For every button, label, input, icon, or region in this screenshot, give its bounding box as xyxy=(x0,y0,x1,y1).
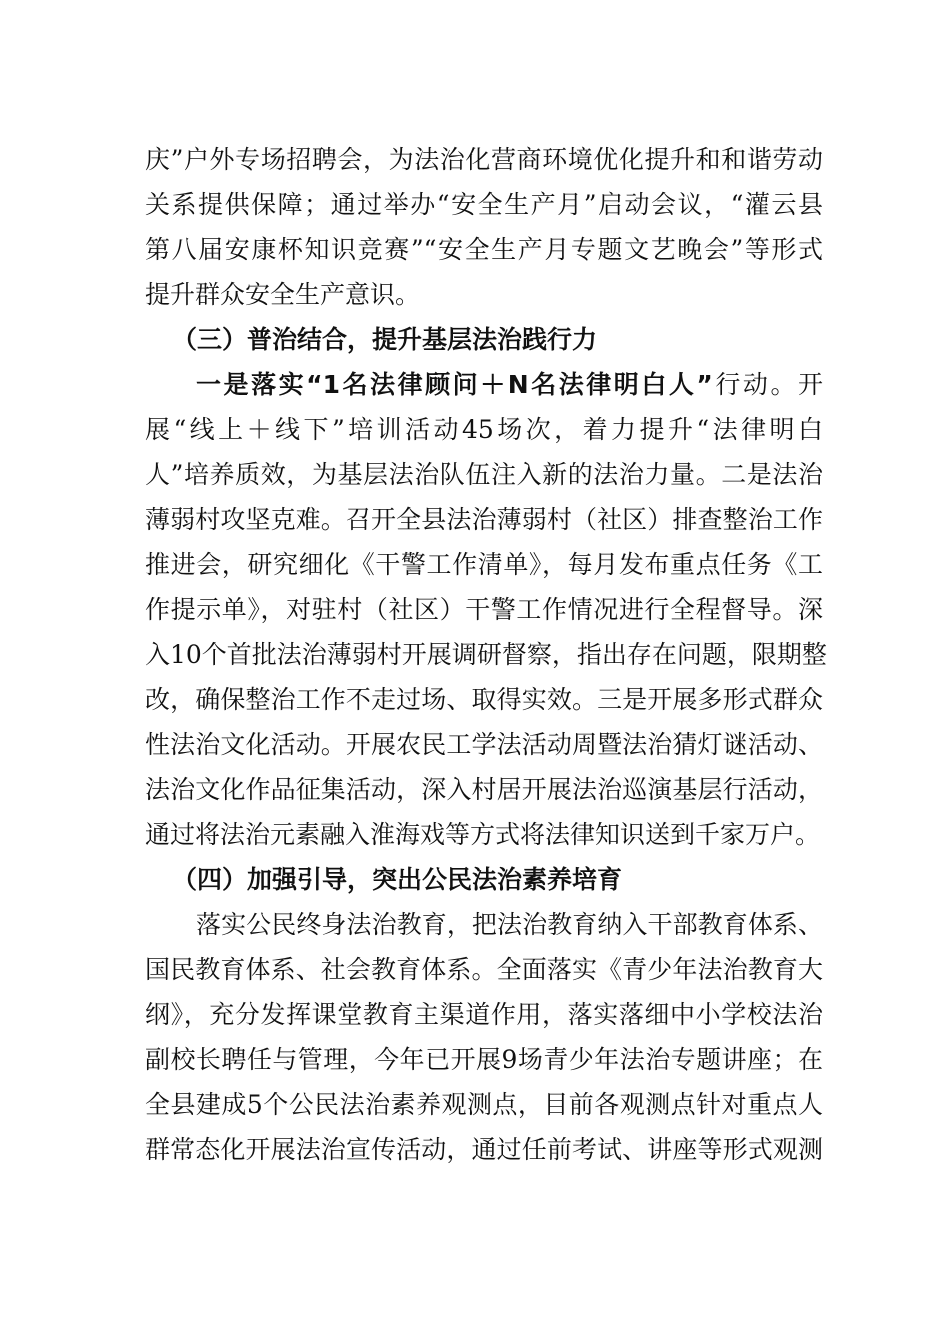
body-line: 性法治文化活动。开展农民工学法活动周暨法治猜灯谜活动、 xyxy=(145,730,823,759)
body-line: 推进会，研究细化《干警工作清单》，每月发布重点任务《工 xyxy=(145,550,823,579)
body-line: 改，确保整治工作不走过场、取得实效。三是开展多形式群众 xyxy=(145,685,823,714)
body-line: 落实公民终身法治教育，把法治教育纳入干部教育体系、 xyxy=(196,910,823,939)
body-line xyxy=(196,362,823,408)
body-line: 纲》，充分发挥课堂教育主渠道作用，落实落细中小学校法治 xyxy=(145,1000,823,1029)
body-line: 提升群众安全生产意识。 xyxy=(145,280,421,309)
body-line: 关系提供保障；通过举办“安全生产月”启动会议，“灌云县 xyxy=(145,190,823,219)
body-line: 副校长聘任与管理，今年已开展9场青少年法治专题讲座；在 xyxy=(145,1045,823,1074)
body-line: 国民教育体系、社会教育体系。全面落实《青少年法治教育大 xyxy=(145,955,823,984)
body-line: 作提示单》，对驻村（社区）干警工作情况进行全程督导。深 xyxy=(145,595,823,624)
body-line: 全县建成5个公民法治素养观测点，目前各观测点针对重点人 xyxy=(145,1090,823,1119)
body-line: 庆”户外专场招聘会，为法治化营商环境优化提升和和谐劳动 xyxy=(145,145,823,174)
section-heading: （三）普治结合，提升基层法治践行力 xyxy=(172,325,598,354)
body-line: 通过将法治元素融入淮海戏等方式将法律知识送到千家万户。 xyxy=(145,820,821,849)
body-line: 入10个首批法治薄弱村开展调研督察，指出存在问题，限期整 xyxy=(145,640,827,669)
body-line: 法治文化作品征集活动，深入村居开展法治巡演基层行活动， xyxy=(145,775,823,804)
body-line-rest: 行动。开 xyxy=(712,370,823,399)
section-heading: （四）加强引导，突出公民法治素养培育 xyxy=(172,865,623,894)
body-line: 展“线上＋线下”培训活动45场次，着力提升“法律明白 xyxy=(145,415,823,444)
lead-phrase: 一是落实“1名法律顾问＋N名法律明白人” xyxy=(196,370,713,399)
body-line: 人”培养质效，为基层法治队伍注入新的法治力量。二是法治 xyxy=(145,460,823,489)
body-line: 薄弱村攻坚克难。召开全县法治薄弱村（社区）排查整治工作 xyxy=(145,505,823,534)
body-line: 群常态化开展法治宣传活动，通过任前考试、讲座等形式观测 xyxy=(145,1135,823,1164)
body-line: 第八届安康杯知识竞赛”“安全生产月专题文艺晚会”等形式 xyxy=(145,235,823,264)
